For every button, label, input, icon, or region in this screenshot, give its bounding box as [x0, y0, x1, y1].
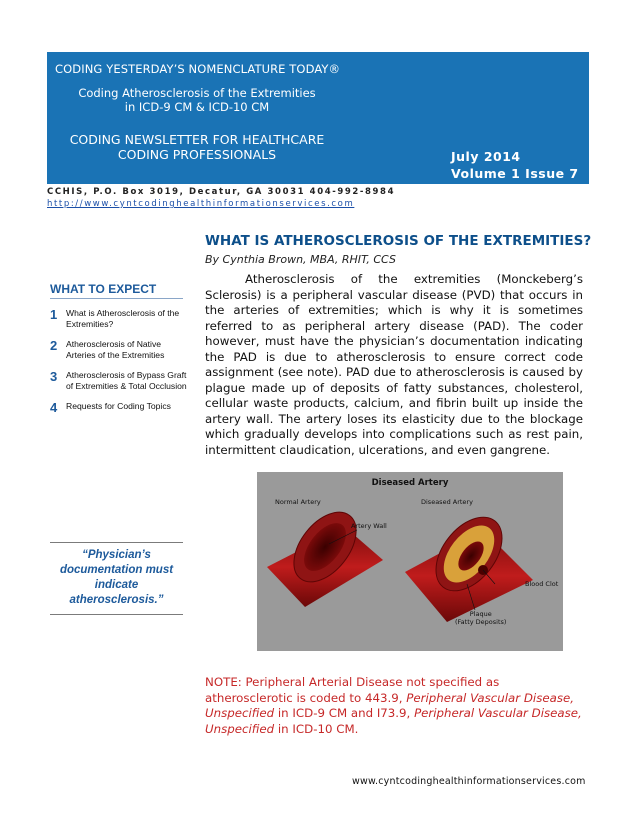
contents-item: 1 What is Atherosclerosis of the Extremities?	[50, 307, 180, 329]
note-term-icd10: Peripheral Vascular Disease, Unspecified	[205, 706, 582, 736]
issue-date: July 2014	[451, 149, 521, 164]
sidebar-heading: WHAT TO EXPECT	[50, 282, 157, 296]
newsletter-banner	[47, 52, 589, 184]
label-artery-wall: Artery Wall	[351, 522, 387, 530]
figure-title: Diseased Artery	[371, 478, 449, 488]
diseased-artery-figure	[257, 472, 563, 651]
mailing-address: CCHIS, P.O. Box 3019, Decatur, GA 30031 404-992-8984	[47, 187, 396, 197]
coding-note: NOTE: Peripheral Arterial Disease not specified as atherosclerotic is coded to 443.9, Peripheral Vascular Disease, Unspecified in ICD-9 CM and I73.9, Peripheral Vascular Disease, Unspecified in ICD-10 CM.	[205, 675, 582, 736]
newsletter-name: CODING YESTERDAY’S NOMENCLATURE TODAY®	[55, 62, 341, 76]
article-title: WHAT IS ATHEROSCLEROSIS OF THE EXTREMITIES?	[205, 233, 592, 249]
issue-info	[451, 148, 579, 182]
quote-rule-top	[50, 542, 183, 543]
contents-item: 2 Atherosclerosis of Native Arteries of the Extremities	[50, 338, 165, 360]
label-normal-artery: Normal Artery	[275, 498, 321, 506]
sidebar-heading-rule	[50, 298, 183, 299]
contents-item: 3 Atherosclerosis of Bypass Graft of Extremities & Total Occlusion	[50, 369, 187, 391]
issue-volume: Volume 1 Issue 7	[451, 166, 579, 181]
newsletter-tagline: CODING NEWSLETTER FOR HEALTHCARE CODING PROFESSIONALS	[69, 132, 325, 162]
footer-website[interactable]: www.cyntcodinghealthinformationservices.com	[352, 776, 586, 787]
contents-list	[50, 308, 190, 424]
quote-rule-bottom	[50, 614, 183, 615]
article-body: Atherosclerosis of the extremities (Monckeberg’s Sclerosis) is a peripheral vascular disease (PVD) that occurs in the arteries of extremities; which is why it is sometimes referred to as peripheral artery disease (PAD). The coder however, must have the physician’s documentation indicating the PAD is due to atherosclerosis to ensure correct code assignment (see note). PAD due to atherosclerosis is caused by plague made up of deposits of fatty substances, cholesterol, cellular waste products, calcium, and fibrin built up inside the artery wall. The artery loses its elasticity due to the blockage which gradually develops into complications such as rest pain, intermittent claudication, ulcerations, and even gangrene.	[205, 272, 583, 457]
note-term-icd9: Peripheral Vascular Disease, Unspecified	[205, 690, 574, 720]
contents-item: 4 Requests for Coding Topics	[50, 400, 171, 415]
newsletter-subtitle: Coding Atherosclerosis of the Extremities in ICD-9 CM & ICD-10 CM	[78, 86, 316, 114]
label-blood-clot: Blood Clot	[525, 580, 559, 588]
article-byline: By Cynthia Brown, MBA, RHIT, CCS	[205, 253, 396, 266]
website-link[interactable]: http://www.cyntcodinghealthinformationservices.com	[47, 199, 355, 209]
label-diseased-artery: Diseased Artery	[421, 498, 473, 506]
label-plaque: Plaque (Fatty Deposits)	[455, 610, 507, 626]
pull-quote: “Physician’s documentation must indicate atherosclerosis.”	[59, 549, 174, 606]
